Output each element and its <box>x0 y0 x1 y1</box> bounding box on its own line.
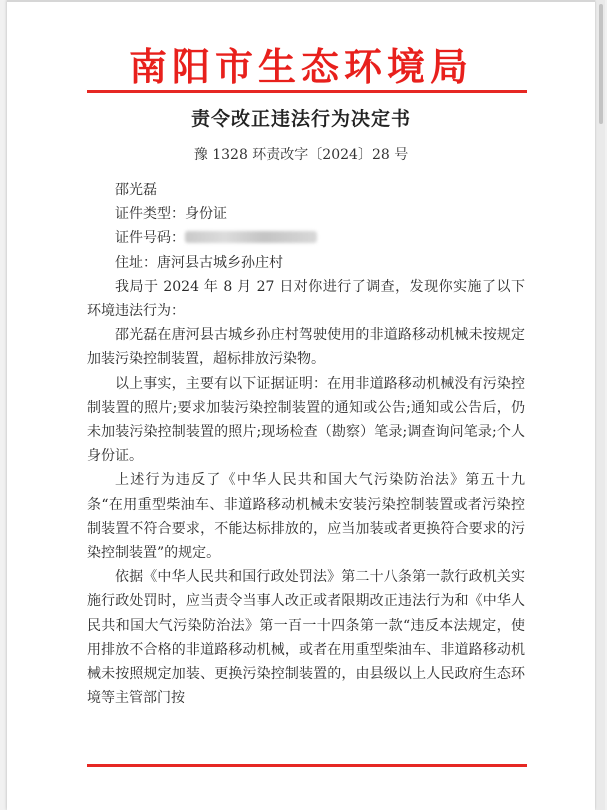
paragraph-legal-basis: 上述行为违反了《中华人民共和国大气污染防治法》第五十九条“在用重型柴油车、非道路移动机械未安装污染控制装置或者污染控制装置不符合要求，不能达标排放的，应当加装或者更换符合要求的污染控制装置”的规定。 <box>87 472 525 562</box>
red-divider-bottom <box>87 764 527 767</box>
address-label: 住址： <box>115 254 157 271</box>
organization-header: 南阳市生态环境局 <box>128 44 473 89</box>
document-title: 责令改正违法行为决定书 <box>190 108 411 130</box>
id-type-value: 身份证 <box>185 206 227 223</box>
party-name: 邵光磊 <box>115 182 157 198</box>
address-value: 唐河县古城乡孙庄村 <box>157 254 283 271</box>
document-page <box>7 0 595 810</box>
party-address <box>87 251 525 275</box>
page-top-edge <box>7 0 595 2</box>
scrollbar-thumb[interactable] <box>599 4 603 124</box>
redacted-id-number <box>185 231 317 243</box>
red-divider-top <box>87 90 527 93</box>
paragraph-evidence: 以上事实，主要有以下证据证明：在用非道路移动机械没有污染控制装置的照片;要求加装污染控制装置的通知或公告;通知或公告后，仍未加装污染控制装置的照片;现场检查（勘察）笔录;调查询问笔录;个人身份证。 <box>87 375 525 465</box>
paragraph-penalty-basis: 依据《中华人民共和国行政处罚法》第二十八条第一款行政机关实施行政处罚时，应当责令当事人改正或者限期改正违法行为和《中华人民共和国大气污染防治法》第一百一十四条第一款“违反本法规定，使用排放不合格的非道路移动机械，或者在用重型柴油车、非道路移动机械未按照规定加装、更换污染控制装置的，由县级以上人民政府生态环境等主管部门按 <box>87 569 525 707</box>
paragraph-violation: 邵光磊在唐河县古城乡孙庄村驾驶使用的非道路移动机械未按规定加装污染控制装置，超标排放污染物。 <box>87 327 525 368</box>
document-body <box>87 178 525 710</box>
party-id-number <box>87 226 525 250</box>
party-id-type <box>87 202 525 226</box>
paragraph-investigation: 我局于 2024 年 8 月 27 日对你进行了调查，发现你实施了以下环境违法行为： <box>87 278 525 320</box>
id-type-label: 证件类型： <box>115 206 185 223</box>
document-number: 豫 1328 环责改字〔2024〕28 号 <box>193 147 409 163</box>
id-number-label: 证件号码： <box>115 230 185 247</box>
